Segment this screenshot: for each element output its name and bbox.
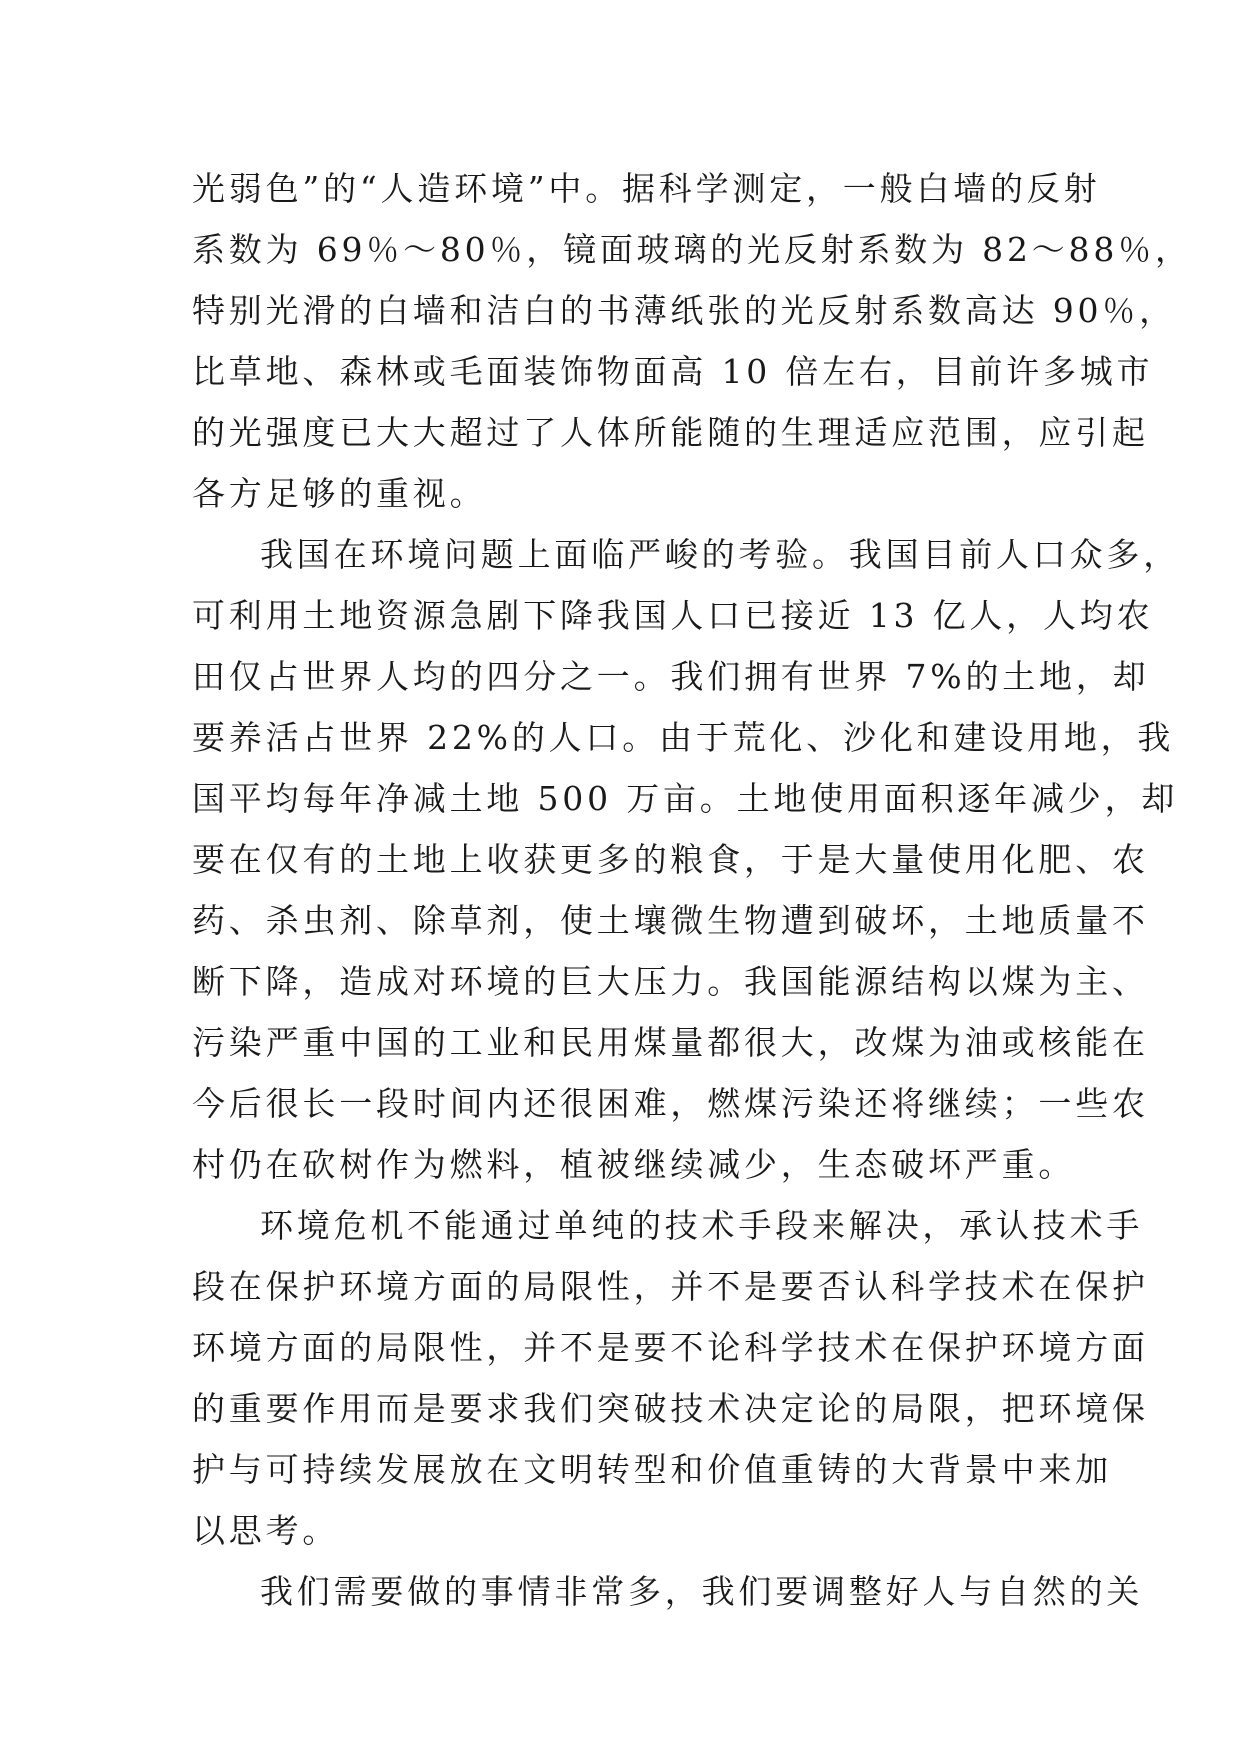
paragraph-line: 要养活占世界 22%的人口。由于荒化、沙化和建设用地，我: [192, 718, 1175, 757]
paragraph-line: 的光强度已大大超过了人体所能随的生理适应范围，应引起: [192, 413, 1149, 452]
paragraph-line: 各方足够的重视。: [192, 474, 487, 513]
paragraph-things-to-do: [192, 1561, 1144, 1622]
paragraph-light-reflection: [192, 158, 1192, 524]
paragraph-line: 环境方面的局限性，并不是要不论科学技术在保护环境方面: [192, 1328, 1149, 1367]
paragraph-line: 断下降，造成对环境的巨大压力。我国能源结构以煤为主、: [192, 962, 1149, 1001]
paragraph-line: 污染严重中国的工业和民用煤量都很大，改煤为油或核能在: [192, 1023, 1149, 1062]
paragraph-line: 的重要作用而是要求我们突破技术决定论的局限，把环境保: [192, 1389, 1149, 1428]
paragraph-line: 国平均每年净减土地 500 万亩。土地使用面积逐年减少，却: [192, 779, 1179, 818]
paragraph-line: 比草地、森林或毛面装饰物面高 10 倍左右，目前许多城市: [192, 352, 1154, 391]
paragraph-line: 村仍在砍树作为燃料，植被继续减少，生态破坏严重。: [192, 1145, 1076, 1184]
paragraph-technology-limits: [192, 1195, 1149, 1561]
paragraph-line: 特别光滑的白墙和洁白的书薄纸张的光反射系数高达 90％，: [192, 291, 1176, 330]
paragraph-line: 我们需要做的事情非常多，我们要调整好人与自然的关: [260, 1572, 1144, 1611]
paragraph-line: 要在仅有的土地上收获更多的粮食，于是大量使用化肥、农: [192, 840, 1149, 879]
paragraph-line: 可利用土地资源急剧下降我国人口已接近 13 亿人，人均农: [192, 596, 1154, 635]
paragraph-line: 田仅占世界人均的四分之一。我们拥有世界 7%的土地，却: [192, 657, 1150, 696]
paragraph-line: 段在保护环境方面的局限性，并不是要否认科学技术在保护: [192, 1267, 1149, 1306]
document-body: [192, 158, 1192, 1622]
paragraph-line: 护与可持续发展放在文明转型和价值重铸的大背景中来加: [192, 1450, 1112, 1489]
paragraph-line: 药、杀虫剂、除草剂，使土壤微生物遭到破坏，土地质量不: [192, 901, 1149, 940]
paragraph-line: 系数为 69％～80％，镜面玻璃的光反射系数为 82～88％，: [192, 230, 1192, 269]
paragraph-line: 光弱色”的“人造环境”中。据科学测定，一般白墙的反射: [192, 169, 1101, 208]
paragraph-environment-challenges: [192, 524, 1180, 1195]
paragraph-line: 我国在环境问题上面临严峻的考验。我国目前人口众多，: [260, 535, 1180, 574]
paragraph-line: 以思考。: [192, 1511, 340, 1550]
paragraph-line: 环境危机不能通过单纯的技术手段来解决，承认技术手: [260, 1206, 1144, 1245]
paragraph-line: 今后很长一段时间内还很困难，燃煤污染还将继续；一些农: [192, 1084, 1149, 1123]
